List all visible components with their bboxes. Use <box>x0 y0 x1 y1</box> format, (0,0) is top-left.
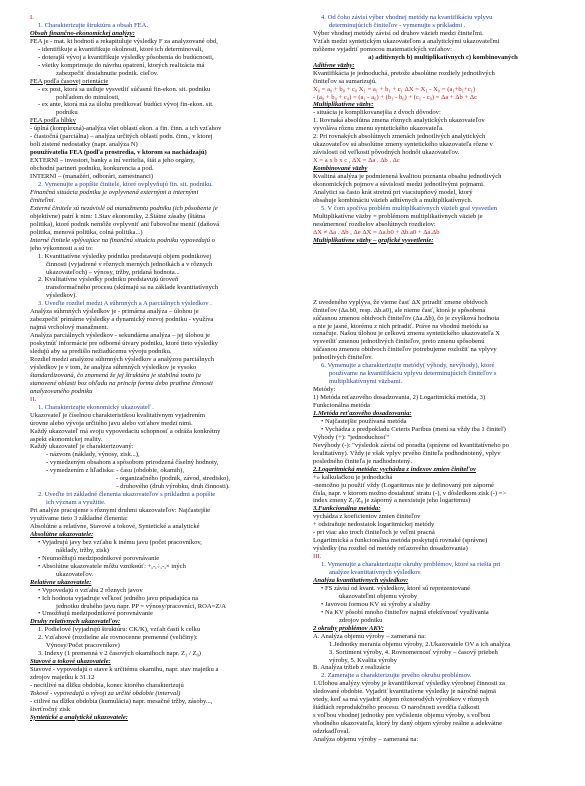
left-line: - úplná (komplexná)-analýza všet oblastí ekon. a fin. činn. a ich vzťahov <box>30 125 222 133</box>
left-line: Každý ukazovateľ je charakterizovaný: <box>30 443 134 451</box>
right-line: odzrkadľoval. <box>313 728 350 736</box>
left-line: EXTERNÍ – investori, banky a iní veritelia, štát a jeho orgány, <box>30 157 195 165</box>
right-line: a) aditívnych b) multiplikatívnych c) kombinovaných <box>368 53 518 61</box>
left-line: zabezpečiť primárne výsledky a dynamický rozvoj podniku - využíva <box>30 316 214 324</box>
left-line: pouužívatelia FEA (podľa prostredia, v ktorom sa nachádzajú) <box>30 149 207 157</box>
right-line: 1.Metóda reťazového dosadzovania: <box>313 409 412 417</box>
right-line: 1.Úlohou analýzy výroby je kvantifikovať výsledky výrobnej činnosti za <box>313 680 505 688</box>
right-line: analýze kvantitatívnych výsledkov. <box>329 569 422 577</box>
right-line: vyvoláva rôznu zmenu syntetického ukazovateľa. <box>313 125 444 133</box>
left-line: Interné činitele vplývajúce na finančnú situáciu podniku vypovedajú o <box>30 236 215 244</box>
right-line: index zmeny Z₁/Z₀ je záporný a neexistuje jeho logaritmus) <box>313 497 471 505</box>
right-line: 6. Vymenujte a charakterizujte metódy( výhody, nevýhody), ktoré <box>321 362 495 370</box>
left-line: štandardizovaná, čo znamená že jej štruktúra je stabilná touto ju <box>30 371 201 379</box>
left-line: jeho výkonnosti a sú to: <box>30 244 94 252</box>
left-line: 1. Charakterizujte štruktúru a obsah FEA. <box>38 21 149 29</box>
left-line: štvrťročný zisk <box>30 705 70 713</box>
right-line: Z uvedeného vyplýva, že vieme časť ΔX priradiť zmene obidvoch <box>313 298 488 306</box>
right-line: čísla, napr. v ktorom možno dosiahnuť stratu (-), v dôsledkom zisk (-) => <box>313 489 507 497</box>
left-line: činnosti (vyjadrené v rôznych merných jednotkách a v rôznych <box>46 260 213 268</box>
left-line: obchodní partneri podniku, konkurencia a pod. <box>30 165 154 173</box>
right-line: vhodného ukazovateľa, ktorý by daný objem výroby reálne a adekvátne <box>313 720 503 728</box>
left-line: ich význam a využitie. <box>46 499 106 507</box>
right-line: X₀ = a₀ + b₀ + c₀ X₁ = a₁ + b₁ + c₁ ΔX = X₁ - X₀ = (a₁+b₁+c₁) <box>313 85 476 93</box>
left-line: • Umožňujú medzipodnikové porovnávanie <box>38 610 153 618</box>
left-line: 2. Kvalitatívne výsledky podniku predstavujú úroveň <box>38 276 179 284</box>
left-line: Obsah finančno-ekonomickej analýzy: <box>30 29 135 37</box>
right-line: výroby, 5. Kvalita výroby <box>329 656 397 664</box>
right-line: ukazovateľmi objemu výroby <box>339 592 418 600</box>
right-line: Výhody (+): "jednoduchosť" <box>313 433 390 441</box>
left-line: - vymedzením z hľadiska: - času (obdobie, okamih), <box>46 467 184 475</box>
left-line: najmä vrcholový manažment. <box>30 324 109 332</box>
left-line: aspekt ekonomickej reality. <box>30 435 103 443</box>
left-line: podniku <box>56 109 78 117</box>
right-line: posledného činiteľa je nadhodnotený. <box>313 457 412 465</box>
right-line: Kombinované väzby <box>313 165 368 173</box>
left-line: - vymedzeným obsahom a spôsobom prirodzená číselný hodnoty, <box>46 459 219 467</box>
left-line: zdrojov majetku k 31.12 <box>30 674 95 682</box>
left-line: 1. Kvantitatívne výsledky podniku predstavujú objem podnikovej <box>38 252 212 260</box>
right-line: 3.Funkcionálna metóda: <box>313 505 381 513</box>
left-line: Finančná situácia podniku je ovplyvnená externými a internými <box>30 188 199 196</box>
left-line: Výnosy/Počet pracovníkov) <box>46 642 120 650</box>
right-line: 2.Logaritmická metóda: vychádza z indexov zmien činiteľov <box>313 465 476 473</box>
right-line: +» kalkulačkou je jednoduchá <box>313 473 393 481</box>
right-line: Kvalitná analýza je podmienená kvalitou poznania obsahu jednotlivých <box>313 173 502 181</box>
left-line: Analýza súhrnných výsledkov je - primárna analýza – úlohou je <box>30 308 199 316</box>
left-line: • Ich hodnota vyjadruje veľkosť jedného javu pripadajúca na <box>38 594 199 602</box>
left-line: - názvom (náklady, výnosy, zisk...), <box>46 451 140 459</box>
right-line: - situácia je komplikovanejšia z dvoch dôvodov: <box>313 109 441 117</box>
left-line: stanovené oblasti boz ohľadu na princíp formu debo prathne činnosti <box>30 379 213 387</box>
right-line: vtedy, keď sa má vyjadriť objem rôznorodých výrobkov v rôznych <box>313 696 489 704</box>
right-line: 1. Rovnaká absolútna zmena rôznych analytických ukazovateľov <box>313 117 485 125</box>
left-line: Syntetické a analytické ukazovatele: <box>30 713 128 721</box>
right-line <box>313 245 573 299</box>
right-line: súčasnou zmenou obidvoch činiteľov (Δa.Δb), čo je zvyšková hodnota <box>313 314 500 322</box>
left-line: I. <box>30 14 34 21</box>
left-line: Ukazovateľ je číselnou charakteristikou kvalitatívnym vyjadrením <box>30 411 205 419</box>
left-line: - ex ante, ktorá má za úlohu predikovať budúci vývoj fin-ekon. sit. <box>38 101 214 109</box>
left-line: - necitlivé na dĺžku obdobia, konec ktorého charakterizujú <box>30 682 184 690</box>
left-line: politika, menová politika, colná politika...) <box>30 228 143 236</box>
right-line: činiteľov (Δa.b0, resp. Δb.a0), ale nieme časť, ktorá je spôsobená <box>313 306 486 314</box>
right-line: Vzťah medzi syntetickým ukazovateľom a analytickými ukazovateľmi <box>313 37 500 45</box>
left-line: - identifikuje a kvantifikuje okolnosti, ktoré ich determinovali, <box>38 45 203 53</box>
left-line: jednotku druhého javu napr. PP = výnosy/pracovníci, ROA=Z/A <box>56 602 227 610</box>
right-line: Nevýhody (-): "výsledok závisí od poradia (správne od kvantitatívneho po <box>313 441 509 449</box>
left-line: úrovne alebo vývoja určitého javu alebo vzťahov medzi nimi. <box>30 419 193 427</box>
right-line: závislosti od veľkosti pôvodných hodnôt ukazovateľov. <box>313 149 460 157</box>
left-line: 1. Charakterizujte ekonomický ukazovateľ . <box>38 403 154 411</box>
right-line: • Javovou formou KV sú výroby a služby <box>321 600 431 608</box>
right-line: + odstraňuje nedostatok logaritmickej metódy <box>313 521 435 529</box>
right-line: Analytici sa často krát stretnú pri viacstupňový model, ktorý <box>313 188 473 196</box>
left-line: • Vypovedajú o vzťahu 2 rôznych javov <box>38 586 143 594</box>
left-line: INTERNÍ – (manažéri, odborári, zamestnanci) <box>30 173 154 181</box>
right-line: a nie je jasné, ktorému z nich priradiť. Práve na vhodnú metódu sa <box>313 322 489 330</box>
left-line: - organizačného (podnik, závod, stredisko), <box>115 475 231 483</box>
left-line: ukazovateľov. <box>56 570 94 578</box>
left-line: 1. Podielové (vyjadrujú štruktúru: CK/K), vzťah častí k celku <box>38 626 201 634</box>
right-line: Kvantifikácia je jednoduchá, pretože absolútne rozdiely jednotlivých <box>313 69 495 77</box>
right-line: -nemožno ju použiť vždy (Logaritmus nie je definovaný pre záporné <box>313 481 494 489</box>
left-line: Stavové - vypovedajú o stave k určitému okamihu, napr. stav majetku a <box>30 666 219 674</box>
right-line: súčasnou zmenou obidvoch činiteľov potrebujeme rozložiť na vplyvy <box>313 346 497 354</box>
right-line: • Najčastejšie používaná metóda <box>321 417 407 425</box>
left-line: Absolútne ukazovatele: <box>30 530 94 538</box>
right-line: vysvetliť zmenou jednotlivých činiteľov, preto zmenu spôsobenú <box>313 338 485 346</box>
right-line: činiteľov sa sumarizujú. <box>313 77 377 85</box>
right-line: 1) Metóda reťazového dosadzovania, 2) Logaritmická metóda, 3) <box>313 394 486 402</box>
left-line: - doterajší vývoj a kvantifikuje výsledky pôsobenia do budúcnosti, <box>38 53 214 61</box>
right-line: B. Analýza tržieb z realizácie <box>313 664 391 672</box>
right-line: Analýza objemu výroby – zameraná na: <box>313 736 419 744</box>
left-line: Externé činitele sú nezávislé od manažmentu podniku (ich pôsobenie je <box>30 204 218 212</box>
left-line: využívame tieto 3 základné členenia: <box>30 515 128 523</box>
left-line: - druhového (druh výrobku, druh činnosti). <box>116 483 230 491</box>
left-line: Druhy relatívnych ukazovateľov: <box>30 618 121 626</box>
left-line: Tokové - vypovedajú o vývoji za určité obdobie (interval) <box>30 690 181 698</box>
right-line: Analýza kvantitatívnych výsledkov: <box>313 577 409 584</box>
left-line: - čiastočná (parciálna) – analýza určitých oblastí podn. činn., v ktorej <box>30 133 213 141</box>
left-line: - všetky komprimuje do návrhu opatrení, ktorých realizácia má <box>38 61 205 69</box>
left-line: Každý ukazovateľ má svoju vypovedaciu schopnosť a odráža konkrétny <box>30 427 221 435</box>
right-line: zdrojov podniku <box>339 616 383 624</box>
left-line: • Vyjadrujú javy bez vzťahu k inému javu (počet pracovníkov, <box>38 538 202 546</box>
right-line: Funkcionálna metóda <box>313 402 370 410</box>
left-line: FEA podľa časovej orientácie <box>30 77 109 85</box>
right-line: Multiplikatívne väzby = problémom multiplikatívnych väzieb je <box>313 212 483 220</box>
right-line: 2. Zamerajte a charakterizujte prvého okruhu problémov. <box>321 672 472 680</box>
right-line: III. <box>313 553 322 561</box>
right-line: 5. V čom spočíva problém multiplikatívnych väzieb graf vysvetlen <box>321 204 498 212</box>
right-line: kvalitatívny). Vždy je však vplyv prvého činiteľa podhodnotený, vplyv <box>313 449 501 457</box>
left-line: Absolútne a relatívne, Stavové a tokové, Syntetické a analytické <box>30 523 200 530</box>
right-line: s voľbou vhodnej jednotky pre vyčíslenie objemu výroby, s voľbou <box>313 712 491 720</box>
left-line: • Neumožňujú medzipodnikové porovnávanie <box>38 554 160 562</box>
left-line: 2. Vymenujte a popíšte činitele, ktoré ovplyvňujú fin. sit. podniku. <box>38 181 213 189</box>
left-line: poskytnúť informácie pre odborné útvary podniku, ktoré tieto výsledky <box>30 340 218 348</box>
right-line: Aditívne väzby: <box>313 61 355 69</box>
left-line: FEA podľa hĺbky <box>30 117 76 125</box>
right-line: štádiách reprodukčného procesu. O naročnosti svedčia ťažkosti <box>313 704 480 712</box>
right-line: multiplikatívnymi väzbami. <box>329 378 403 386</box>
left-line: FEA je - mat. kt hodnotí a rekapituluje výsledky F za analyzované obd, <box>30 37 218 45</box>
right-line: Logaritmická a funkcionálna metóda poskytujú rovnaké (správne) <box>313 537 488 545</box>
left-line: II. <box>30 395 37 403</box>
right-line: 4. Od čoho závisí výber vhodnej metódy na kvantifikáciu vplyvu <box>321 14 493 21</box>
left-line: • Absolútne ukazovatele môžu vznikнúť: +,-,÷,-,× iných <box>38 562 186 570</box>
right-line: obsahuje kombináciu väzieb aditívnych a multiplikatívnych. <box>313 196 473 204</box>
right-line: ΔX ≠ Δa . Δb , Δe ΔX = Δa.b0 + Δb.a0 + Δa.Δb <box>313 228 440 236</box>
right-line: • FS závisí od kvant. výsledkov, ktoré sú reprezentované <box>321 584 471 592</box>
left-line: Rozdiel medzi analýzou súhrnných výsledkov a analýzou parciálnych <box>30 355 215 363</box>
left-line: zabezpečiť dosiahnutie podnik. cieľov. <box>56 69 159 77</box>
left-line: sledujú aby sa predišlo nežiadúcemu vývoju podniku. <box>30 348 172 356</box>
left-line: činiteľmi. <box>30 196 56 204</box>
left-line: - citlivé na dĺžku obdobia (kumulácia) napr. mesačné tržby, zásoby..., <box>30 697 213 705</box>
right-line: determinujúcich činiteľov - vymenujte s príkladmi . <box>329 21 466 29</box>
left-line: Stavové a tokové ukazovatele: <box>30 658 111 666</box>
right-line: Multiplikatívne väzby – grafické vysvetlenie: <box>313 236 434 244</box>
left-line: Relatívne ukazovatele: <box>30 578 92 586</box>
right-line: 2. Pri rovnakých absolútnych zmenách jednotlivých analytických <box>313 133 486 141</box>
right-line: • Vychádza z predpokladu Ceteris Paribus (mení sa vždy iba 1 činiteľ) <box>321 425 506 433</box>
right-line: • Na KV pôsobí mnoho činiteľov najmä efektívnosť využívania <box>321 608 489 616</box>
left-line: politika), ktoré podnik nemôže ovplyvniť ani ľubovoľne meniť (daňová <box>30 220 220 228</box>
right-line: - (a₀ + b₀ + c₀) = (a₁ - a₀) + (b₁ - b₀) + (c₁ - c₀) = Δa + Δb + Δc <box>313 93 478 101</box>
left-column <box>30 14 290 722</box>
left-line: výsledkov je v tom, že analýza súhrnných výsledkov je vysoko <box>30 363 197 371</box>
right-line: nesúmernosť rozdielov absolútnych rozdielov: <box>313 220 436 228</box>
right-line: Výber vhodnej metódy závisí od druhov väzieb medzi činiteľmi. <box>313 29 484 37</box>
left-line: Pri analýze pracujeme s rôznymi druhmi ukazovateľov: Najčastejšie <box>30 507 211 515</box>
left-line: 2. Vzťahové (rozdielne ale rovnocenne premenné (veličiny): <box>38 634 198 642</box>
right-line: označuje. Našou úlohou je celkovú zmenu syntetického ukazovateľa X <box>313 330 501 338</box>
left-line: objektívne) patrí k nim: 1.Stav ekonomiky, 2.Štátne zásahy (štátna <box>30 212 206 220</box>
left-line: Analýza parciálnych výsledkov - sekundárna analýza – jej úlohou je <box>30 332 210 340</box>
left-line: boli zistené nedostatky (napr. analýza N) <box>30 141 138 149</box>
right-line: Metódy: <box>313 386 336 394</box>
right-line: vychádza z koeficientov zmien činiteľov <box>313 513 421 521</box>
left-line: náklady, tržby, zisk) <box>56 546 109 554</box>
right-column <box>313 14 573 744</box>
right-line: A. Analýza objemu výroby – zameraná na: <box>313 632 426 640</box>
right-line: sledované obdobie. Vyjadriť kvantitatívne výsledky je náročné najmä <box>313 688 496 696</box>
right-line: 1. Vymenujte a charakterizujte okruhy problémov, ktoré sa riešia pri <box>321 561 501 569</box>
right-line: používame na kvantifikáciu vplyvu determinujúcich činiteľov s <box>329 370 497 378</box>
left-line: ukazovateľoch) – výnosy, tržby, pridaná hodnota... <box>46 268 180 276</box>
left-line: 2. Uveďte tri základné členenia ukazovateľov s príkladmi a popíšte <box>38 491 216 499</box>
right-line: Multiplikatívne väzby: <box>313 101 374 109</box>
right-line: ekonomických pojmov a súvislostí medzi jednotlivými pojmami. <box>313 181 485 189</box>
right-line: jednotlivých činiteľov. <box>313 354 373 362</box>
right-line: X = a x b x c , ΔX = Δa . Δb . Δc <box>313 157 400 165</box>
right-line: ukazovateľov sú absolútne zmeny syntetického ukazovateľa rôzne v <box>313 141 493 149</box>
right-line: výsledky (na rozdiel od metódy reťazového dosadzovania) <box>313 545 468 553</box>
right-line: 3. Sortiment výroby, 4. Rovnomernosť výroby – časový priebeh <box>329 648 498 656</box>
left-line: výsledkov). <box>46 292 77 300</box>
left-line: - ex post, ktorá sa usiluje vysvetliť súčasnú fin-ekon. sit. podniku <box>38 85 211 93</box>
right-line: 1.Jednotky merania objemu výroby, 2.Ukazovatele OV a ich analýza <box>329 640 511 648</box>
left-line: 3. Uveďte rozdiel medzi A súhrnných a A parciálnych výsledkov . <box>38 300 212 308</box>
left-line: analyzovaného podniku <box>30 387 93 395</box>
left-line: 3. Indexy (1 premenná v 2 časových okamihoch napr. Z₁ / Z₀) <box>38 650 201 658</box>
right-line: môžeme vyjadriť pomocou matematických vzťahov: <box>313 45 452 53</box>
left-line: pohľadom do minulosti, <box>56 93 120 101</box>
right-line: - pri viac ako troch činiteľoch je veľmi pracná <box>313 529 435 537</box>
right-line: 2 okruhy problémov AKV: <box>313 624 384 632</box>
left-line: transformačného procesu (skúmajú sa na základe kvantitatívnych <box>46 284 219 292</box>
